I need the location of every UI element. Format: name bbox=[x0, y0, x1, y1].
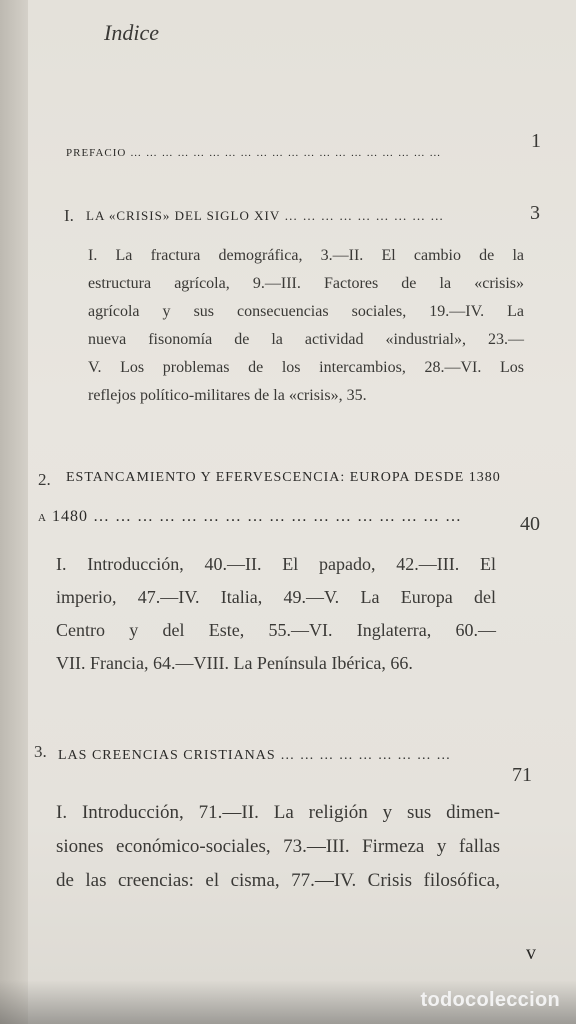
summary-line: nueva fisonomía de la actividad «industrial», 23.— bbox=[88, 331, 524, 348]
toc-page-chapter-3: 71 bbox=[512, 764, 532, 786]
page-folio: v bbox=[526, 942, 536, 964]
summary-line: I. Introducción, 71.—II. La religión y sus dimen- bbox=[56, 802, 500, 823]
watermark-band bbox=[0, 980, 576, 1024]
watermark-logo: todocoleccion bbox=[420, 989, 560, 1011]
summary-line: VII. Francia, 64.—VIII. La Península Ibérica, 66. bbox=[56, 653, 413, 673]
summary-line: de las creencias: el cisma, 77.—IV. Crisis filosófica, bbox=[56, 870, 500, 891]
toc-summary-chapter-2 bbox=[56, 548, 496, 680]
summary-line: I. La fractura demográfica, 3.—II. El cambio de la bbox=[88, 247, 524, 264]
toc-page-chapter-2: 40 bbox=[520, 513, 540, 535]
toc-chapter-number: 2. bbox=[38, 470, 51, 489]
summary-line: agrícola y sus consecuencias sociales, 19.—IV. La bbox=[88, 303, 524, 320]
toc-chapter-number: 3. bbox=[34, 742, 47, 761]
toc-page-chapter-1: 3 bbox=[530, 202, 540, 224]
toc-heading-chapter-2-cont: a 1480 … … … … … … … … … … … … … … … … … bbox=[38, 508, 462, 525]
summary-line: siones económico-sociales, 73.—III. Firmeza y fallas bbox=[56, 836, 500, 857]
summary-line: Centro y del Este, 55.—VI. Inglaterra, 60.— bbox=[56, 620, 496, 640]
toc-summary-chapter-1 bbox=[88, 242, 524, 410]
toc-heading-chapter-3: LAS CREENCIAS CRISTIANAS … … … … … … … … … bbox=[58, 748, 452, 763]
summary-line: imperio, 47.—IV. Italia, 49.—V. La Europa del bbox=[56, 587, 496, 607]
summary-line: I. Introducción, 40.—II. El papado, 42.—III. El bbox=[56, 554, 496, 574]
toc-summary-chapter-3 bbox=[56, 796, 500, 898]
book-page bbox=[28, 0, 576, 1024]
toc-page-prefacio: 1 bbox=[531, 130, 541, 152]
summary-line: V. Los problemas de los intercambios, 28.—VI. Los bbox=[88, 359, 524, 376]
toc-chapter-number: I. bbox=[64, 206, 74, 225]
toc-heading-prefacio: PREFACIO … … … … … … … … … … … … … … … … … … … … bbox=[66, 147, 442, 159]
summary-line: estructura agrícola, 9.—III. Factores de la «crisis» bbox=[88, 275, 524, 292]
summary-line: reflejos político-militares de la «crisis», 35. bbox=[88, 387, 367, 404]
page-title: Indice bbox=[104, 20, 159, 45]
toc-heading-chapter-1: LA «CRISIS» DEL SIGLO XIV … … … … … … … … … bbox=[86, 208, 445, 223]
toc-heading-chapter-2: ESTANCAMIENTO Y EFERVESCENCIA: EUROPA DESDE 1380 bbox=[66, 470, 501, 485]
